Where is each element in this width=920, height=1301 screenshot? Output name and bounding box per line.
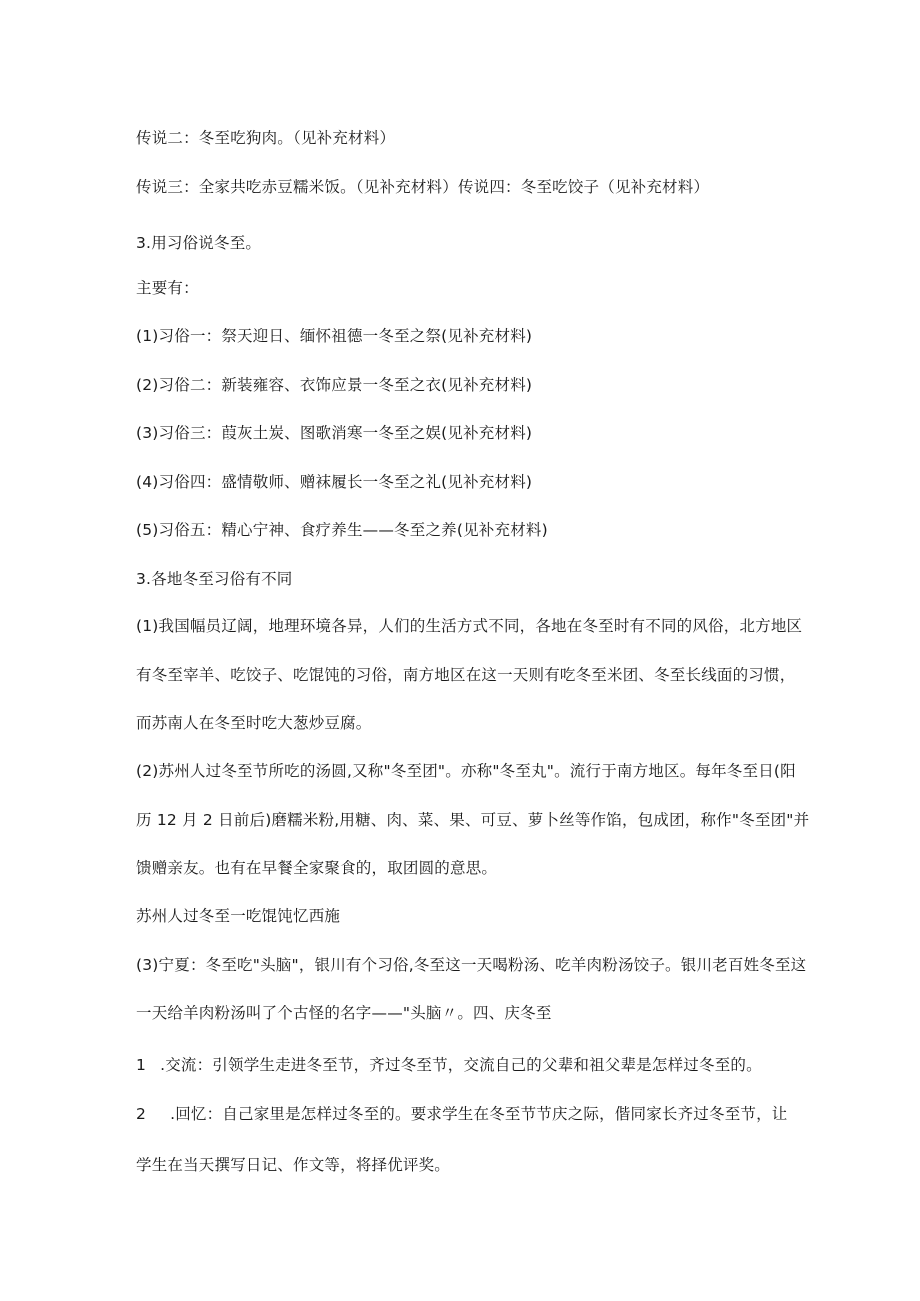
section-heading-customs: 3.用习俗说冬至。 — [136, 234, 262, 252]
custom-one-line: (1)习俗一：祭天迎日、缅怀祖德一冬至之祭(见补充材料) — [136, 327, 533, 345]
activity-item-2 — [136, 1104, 788, 1124]
regional-para1-line1: (1)我国幅员辽阔，地理环境各异，人们的生活方式不同，各地在冬至时有不同的风俗，北方地区 — [136, 617, 803, 635]
ningxia-para-line1: (3)宁夏：冬至吃"头脑"，银川有个习俗,冬至这一天喝粉汤、吃羊肉粉汤饺子。银川老百姓冬至这 — [136, 956, 807, 974]
custom-three-line: (3)习俗三：葭灰土炭、图歌消寒一冬至之娱(见补充材料) — [136, 424, 533, 442]
custom-five-line: (5)习俗五：精心宁神、食疗养生——冬至之养(见补充材料) — [136, 521, 548, 539]
regional-para2-line1: (2)苏州人过冬至节所吃的汤圆,又称"冬至团"。亦称"冬至丸"。流行于南方地区。每年冬至日(阳 — [136, 762, 796, 780]
custom-two-line: (2)习俗二：新装雍容、衣饰应景一冬至之衣(见补充材料) — [136, 376, 533, 394]
activity-item-2-continued: 学生在当天撰写日记、作文等，将择优评奖。 — [136, 1156, 451, 1174]
activity-item-1 — [136, 1055, 762, 1075]
regional-para1-line3: 而苏南人在冬至时吃大葱炒豆腐。 — [136, 714, 372, 732]
regional-para2-line2: 历 12 月 2 日前后)磨糯米粉,用糖、肉、菜、果、可豆、萝卜丝等作馅，包成团，称作"冬至团"并 — [136, 811, 810, 829]
legend-three-four-line: 传说三：全家共吃赤豆糯米饭。（见补充材料）传说四：冬至吃饺子（见补充材料） — [136, 178, 710, 196]
item-number: 2 — [136, 1105, 147, 1123]
regional-para2-line3: 馈赠亲友。也有在早餐全家聚食的，取团圆的意思。 — [136, 859, 498, 877]
item-text: .回忆：自己家里是怎样过冬至的。要求学生在冬至节节庆之际，偕同家长齐过冬至节，让 — [170, 1105, 788, 1123]
section-heading-regional: 3.各地冬至习俗有不同 — [136, 570, 293, 588]
legend-two-line: 传说二：冬至吃狗肉。（见补充材料） — [136, 129, 396, 147]
main-items-label: 主要有： — [136, 279, 199, 297]
item-text: .交流：引领学生走进冬至节，齐过冬至节，交流自己的父辈和祖父辈是怎样过冬至的。 — [160, 1056, 762, 1074]
ningxia-para-line2: 一天给羊肉粉汤叫了个古怪的名字——"头脑〃。四、庆冬至 — [136, 1004, 552, 1022]
custom-four-line: (4)习俗四：盛情敬师、赠袜履长一冬至之礼(见补充材料) — [136, 473, 533, 491]
suzhou-wonton-heading: 苏州人过冬至一吃馄饨忆西施 — [136, 907, 341, 925]
regional-para1-line2: 有冬至宰羊、吃饺子、吃馄饨的习俗，南方地区在这一天则有吃冬至米团、冬至长线面的习惯， — [136, 666, 796, 684]
item-number: 1 — [136, 1056, 147, 1074]
